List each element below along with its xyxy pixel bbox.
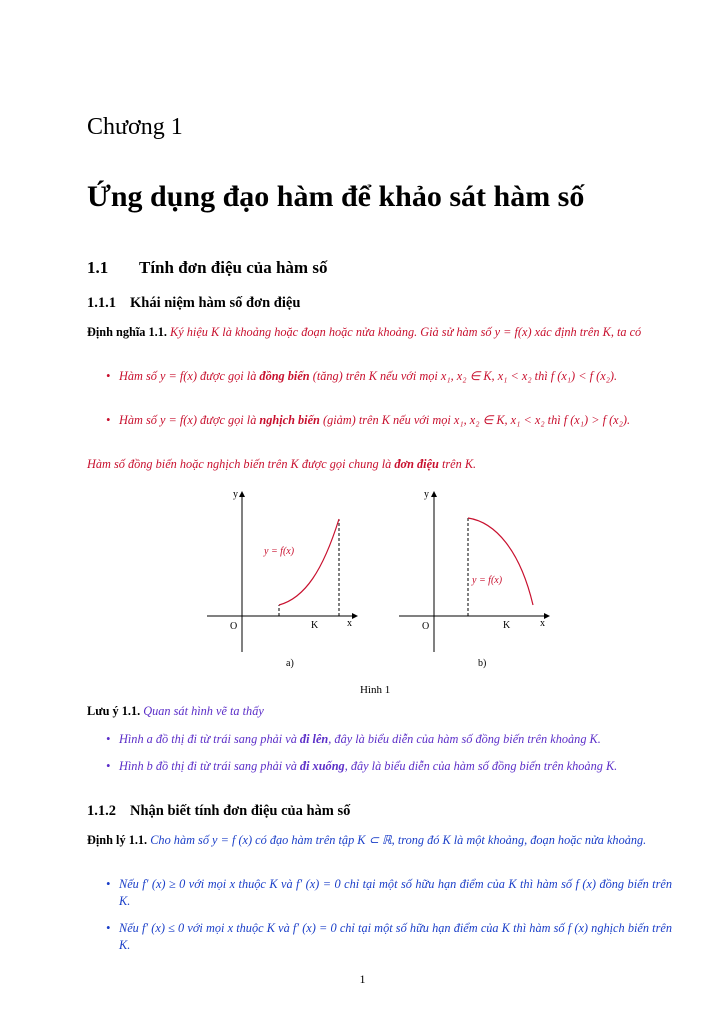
definition-paragraph: [87, 324, 672, 341]
origin-label: O: [230, 621, 238, 632]
note-bullet-2: [106, 758, 672, 775]
subsection-heading-1: [87, 295, 300, 312]
graph-b: [399, 489, 549, 669]
subsection-heading-2: [87, 803, 350, 820]
y-label: y: [424, 489, 429, 500]
bullet-text: , đây là biểu diễn của hàm số đồng biến trên khoảng K.: [328, 732, 601, 746]
subsection-number: 1.1.2: [87, 803, 116, 819]
bullet-text: Nếu f′ (x) ≥ 0 với mọi x thuộc K và f′ (x) = 0 chỉ tại một số hữu hạn điểm của K thì hàm số f (x) đồng biến trên K.: [119, 877, 672, 908]
k-label: K: [503, 620, 511, 631]
function-label: y = f(x): [264, 546, 295, 557]
bullet-icon: •: [106, 413, 111, 427]
theorem-text: Cho hàm số y = f (x) có đạo hàm trên tập K ⊂ ℝ, trong đó K là một khoảng, đoạn hoặc nửa khoảng.: [150, 833, 647, 847]
bullet-text: (tăng) trên K nếu với mọi x₁, x₂ ∈ K, x₁ < x₂ thì f (x₁) < f (x₂).: [309, 369, 618, 383]
subsection-title: Khái niệm hàm số đơn điệu: [130, 295, 301, 311]
k-label: K: [311, 620, 319, 631]
graph-sublabel: a): [286, 658, 294, 669]
bullet-icon: •: [106, 759, 111, 773]
definition-bullet-2: [106, 412, 672, 429]
keyword: đi lên: [299, 732, 329, 746]
keyword: nghịch biến: [259, 413, 320, 427]
note-text: Quan sát hình vẽ ta thấy: [143, 704, 264, 718]
subsection-number: 1.1.1: [87, 295, 116, 311]
bullet-icon: •: [106, 732, 111, 746]
theorem-bullet-2: [106, 920, 672, 954]
theorem-lead: Định lý 1.1.: [87, 833, 148, 847]
keyword: đơn điệu: [394, 457, 439, 471]
keyword: đi xuống: [299, 759, 345, 773]
definition-summary: [87, 456, 672, 473]
y-label: y: [233, 489, 238, 500]
bullet-text: Hình b đồ thị đi từ trái sang phải và: [119, 759, 300, 773]
summary-text: Hàm số đồng biến hoặc nghịch biến trên K được gọi chung là: [87, 457, 395, 471]
x-label: x: [540, 618, 545, 629]
theorem-paragraph: [87, 832, 672, 849]
increasing-curve: [279, 519, 339, 605]
keyword: đồng biến: [259, 369, 310, 383]
bullet-icon: •: [106, 921, 111, 935]
note-bullet-1: [106, 731, 672, 748]
bullet-text: Hàm số y = f(x) được gọi là: [119, 413, 260, 427]
origin-label: O: [422, 621, 430, 632]
definition-bullet-1: [106, 368, 672, 385]
graph-sublabel: b): [478, 658, 487, 669]
bullet-text: Nếu f′ (x) ≤ 0 với mọi x thuộc K và f′ (x) = 0 chỉ tại một số hữu hạn điểm của K thì hàm số f (x) nghịch biến trên K.: [119, 921, 672, 952]
summary-text: trên K.: [438, 457, 477, 471]
bullet-text: Hàm số y = f(x) được gọi là: [119, 369, 260, 383]
section-number: 1.1: [87, 258, 109, 277]
x-label: x: [347, 618, 352, 629]
figure-caption: Hình 1: [360, 684, 391, 696]
page-number: 1: [359, 972, 366, 986]
chapter-label: Chương 1: [87, 114, 183, 140]
figure-monotonic-graphs: [195, 480, 560, 700]
bullet-icon: •: [106, 877, 111, 891]
definition-lead: Định nghĩa 1.1.: [87, 325, 167, 339]
decreasing-curve: [468, 518, 533, 605]
subsection-title: Nhận biết tính đơn điệu của hàm số: [130, 803, 351, 819]
theorem-bullet-1: [106, 876, 672, 910]
bullet-text: Hình a đồ thị đi từ trái sang phải và: [119, 732, 300, 746]
function-label: y = f(x): [472, 575, 503, 586]
bullet-text: (giảm) trên K nếu với mọi x₁, x₂ ∈ K, x₁ < x₂ thì f (x₁) > f (x₂).: [319, 413, 631, 427]
note-paragraph: [87, 703, 672, 720]
graph-a: [207, 489, 357, 669]
section-heading: [87, 258, 327, 278]
bullet-text: , đây là biểu diễn của hàm số đồng biến trên khoảng K.: [344, 759, 618, 773]
note-lead: Lưu ý 1.1.: [87, 704, 141, 718]
bullet-icon: •: [106, 369, 111, 383]
chapter-title: Ứng dụng đạo hàm để khảo sát hàm số: [87, 180, 585, 213]
definition-text: Ký hiệu K là khoảng hoặc đoạn hoặc nửa khoảng. Giả sử hàm số y = f(x) xác định trên K, ta có: [170, 325, 642, 339]
section-title: Tính đơn điệu của hàm số: [139, 258, 328, 277]
